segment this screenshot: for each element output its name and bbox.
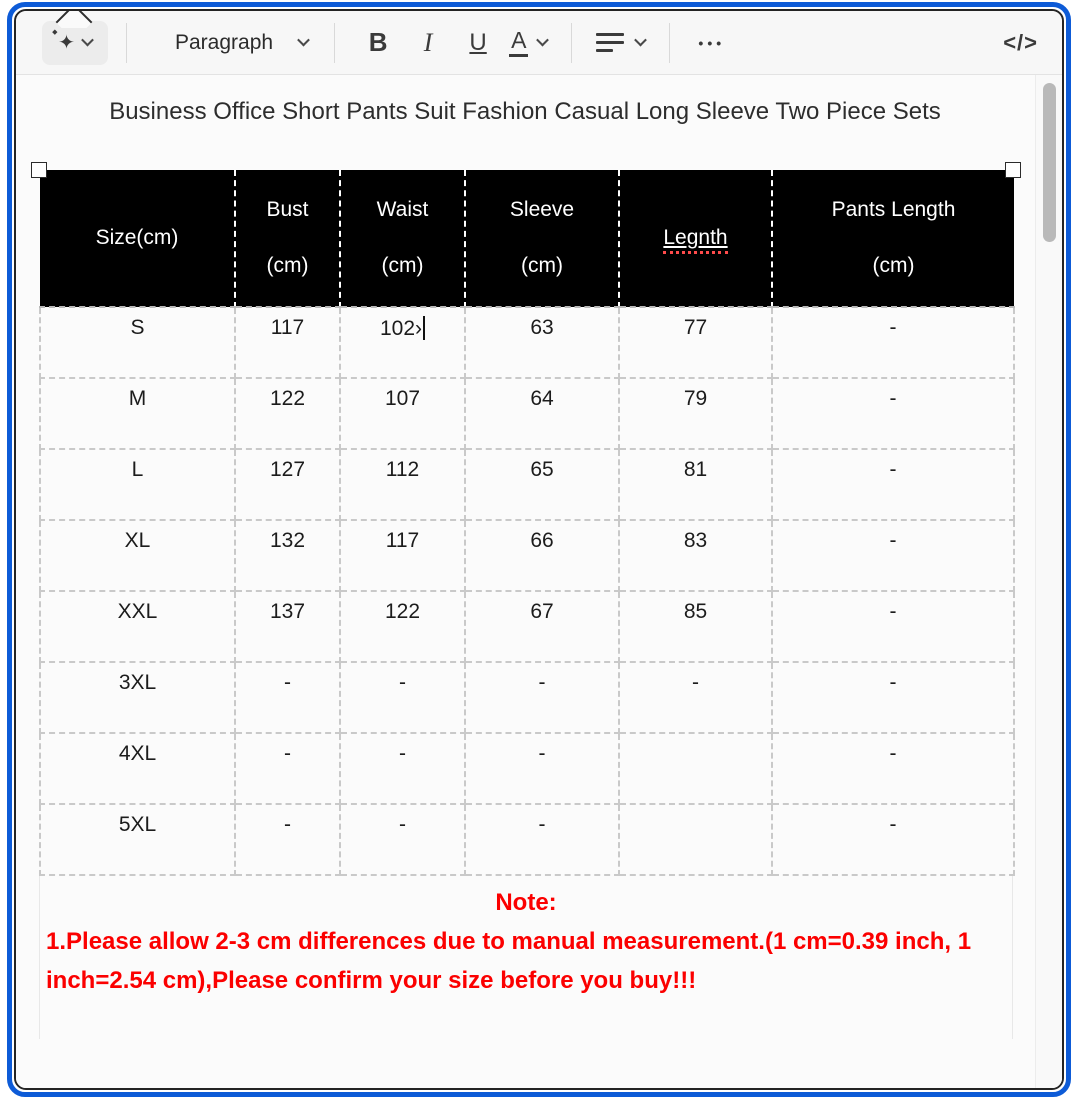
chevron-down-icon: [537, 33, 550, 46]
misspelled-word: Legnth: [663, 226, 727, 254]
table-cell[interactable]: -: [235, 733, 340, 804]
product-title[interactable]: Business Office Short Pants Suit Fashion Casual Long Sleeve Two Piece Sets: [109, 98, 941, 125]
code-icon: </>: [1003, 29, 1038, 55]
chevron-down-icon: [635, 33, 648, 46]
table-cell[interactable]: 65: [465, 449, 619, 520]
popover-arrow: [52, 9, 98, 28]
table-cell[interactable]: -: [772, 378, 1014, 449]
table-cell[interactable]: -: [772, 591, 1014, 662]
document-body: [16, 75, 1034, 1088]
table-cell[interactable]: [619, 804, 772, 875]
note-heading[interactable]: Note:: [495, 889, 557, 916]
table-row-s: [40, 307, 1014, 378]
italic-button[interactable]: [403, 21, 453, 65]
more-options-button[interactable]: [688, 21, 735, 65]
text-color-icon: A: [509, 28, 528, 56]
table-cell[interactable]: -: [340, 733, 465, 804]
table-row-3xl: [40, 662, 1014, 733]
ai-sparkle-icon: ✦ ◆: [52, 28, 75, 54]
table-cell[interactable]: -: [772, 449, 1014, 520]
table-cell[interactable]: 79: [619, 378, 772, 449]
header-cell-sleeve[interactable]: Sleeve (cm): [465, 170, 619, 307]
table-cell[interactable]: XXL: [40, 591, 235, 662]
note-block: [39, 876, 1013, 1039]
header-cell-bust[interactable]: Bust (cm): [235, 170, 340, 307]
header-cell-waist[interactable]: Waist (cm): [340, 170, 465, 307]
table-cell[interactable]: S: [40, 307, 235, 378]
table-cell[interactable]: 67: [465, 591, 619, 662]
table-cell[interactable]: XL: [40, 520, 235, 591]
table-row-xl: [40, 520, 1014, 591]
vertical-scrollbar-track[interactable]: [1035, 75, 1062, 1088]
table-cell[interactable]: -: [772, 662, 1014, 733]
table-cell[interactable]: 85: [619, 591, 772, 662]
toolbar-divider: [669, 23, 670, 63]
table-cell[interactable]: 5XL: [40, 804, 235, 875]
table-cell[interactable]: 83: [619, 520, 772, 591]
text-caret: [423, 316, 425, 340]
table-cell[interactable]: 112: [340, 449, 465, 520]
editor-toolbar: [16, 11, 1062, 75]
underline-icon: U: [469, 28, 487, 56]
table-cell[interactable]: M: [40, 378, 235, 449]
editor-popover: [7, 2, 1071, 1097]
alignment-dropdown[interactable]: [590, 21, 651, 65]
table-cell[interactable]: 4XL: [40, 733, 235, 804]
table-cell[interactable]: [619, 733, 772, 804]
paragraph-style-dropdown[interactable]: [167, 21, 316, 65]
toolbar-divider: [334, 23, 335, 63]
italic-icon: I: [423, 27, 433, 57]
table-cell[interactable]: 64: [465, 378, 619, 449]
table-row-m: [40, 378, 1014, 449]
table-cell[interactable]: 117: [340, 520, 465, 591]
chevron-down-icon: [297, 33, 310, 46]
note-text[interactable]: 1.Please allow 2-3 cm differences due to manual measurement.(1 cm=0.39 inch, 1 inch=2.54 cm),Please confirm your size before you buy!!!: [46, 928, 972, 994]
table-row-l: [40, 449, 1014, 520]
table-header-row: [40, 170, 1014, 307]
table-cell[interactable]: 127: [235, 449, 340, 520]
bold-button[interactable]: [353, 21, 403, 65]
paragraph-style-label: Paragraph: [175, 30, 274, 54]
align-left-icon: [596, 33, 624, 52]
table-cell[interactable]: 137: [235, 591, 340, 662]
table-resize-handle-top-left[interactable]: [31, 162, 47, 178]
table-cell[interactable]: -: [340, 804, 465, 875]
table-cell[interactable]: -: [772, 520, 1014, 591]
underline-button[interactable]: [453, 21, 503, 65]
table-cell[interactable]: -: [772, 733, 1014, 804]
table-resize-handle-top-right[interactable]: [1005, 162, 1021, 178]
header-cell-length[interactable]: [619, 170, 772, 307]
table-cell[interactable]: -: [340, 662, 465, 733]
table-cell[interactable]: 122: [235, 378, 340, 449]
table-cell[interactable]: 81: [619, 449, 772, 520]
table-cell[interactable]: 77: [619, 307, 772, 378]
size-table-wrapper: [39, 170, 1013, 876]
editor-content-area: [16, 75, 1062, 1088]
table-cell[interactable]: -: [465, 733, 619, 804]
table-cell[interactable]: 132: [235, 520, 340, 591]
table-cell[interactable]: L: [40, 449, 235, 520]
table-cell[interactable]: -: [619, 662, 772, 733]
chevron-down-icon: [81, 33, 94, 46]
bold-icon: B: [368, 27, 388, 57]
table-cell[interactable]: 117: [235, 307, 340, 378]
text-color-dropdown[interactable]: [503, 21, 553, 65]
table-cell[interactable]: -: [772, 804, 1014, 875]
table-cell[interactable]: 3XL: [40, 662, 235, 733]
code-view-button[interactable]: [1003, 21, 1038, 65]
table-cell[interactable]: 122: [340, 591, 465, 662]
table-cell[interactable]: 102›: [340, 307, 465, 378]
toolbar-divider: [126, 23, 127, 63]
table-row-xxl: [40, 591, 1014, 662]
table-cell[interactable]: -: [465, 804, 619, 875]
table-cell[interactable]: -: [235, 804, 340, 875]
toolbar-divider: [571, 23, 572, 63]
table-cell[interactable]: 63: [465, 307, 619, 378]
size-table: [39, 170, 1015, 876]
vertical-scrollbar-thumb[interactable]: [1043, 83, 1056, 242]
table-row-5xl: [40, 804, 1014, 875]
table-row-4xl: [40, 733, 1014, 804]
header-cell-size[interactable]: Size(cm): [40, 170, 235, 307]
table-cell[interactable]: -: [235, 662, 340, 733]
table-cell[interactable]: -: [772, 307, 1014, 378]
table-cell[interactable]: 107: [340, 378, 465, 449]
table-cell[interactable]: -: [465, 662, 619, 733]
header-cell-pants-length[interactable]: Pants Length (cm): [772, 170, 1014, 307]
rich-text-editor: [14, 9, 1064, 1090]
table-cell[interactable]: 66: [465, 520, 619, 591]
ellipsis-icon: •••: [698, 34, 726, 51]
